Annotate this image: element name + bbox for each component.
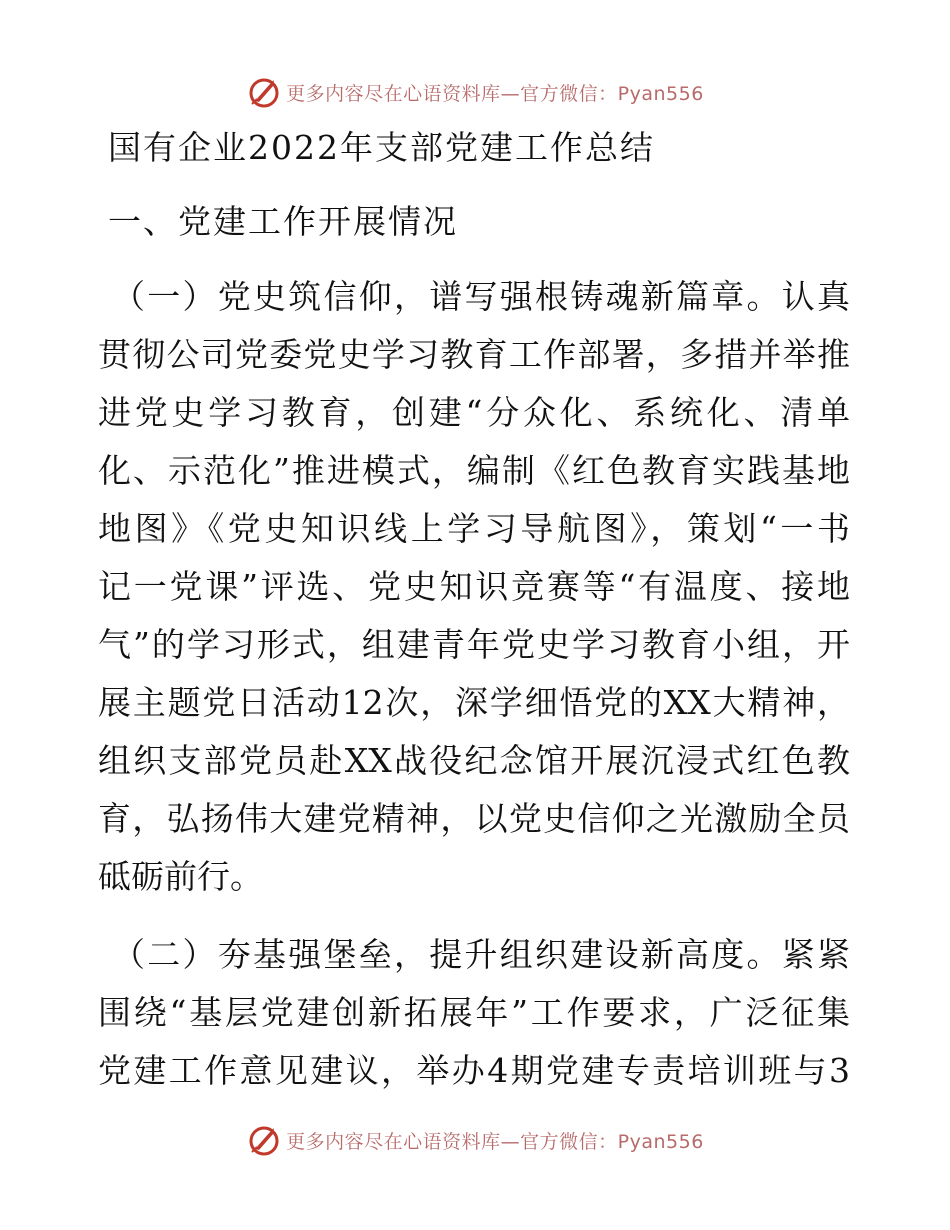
watermark-text: 更多内容尽在心语资料库—官方微信：Pyan556 [286, 1130, 704, 1153]
quill-pen-logo-icon [246, 1122, 282, 1158]
section-heading: 一、党建工作开展情况 [108, 202, 458, 241]
paragraph-line: 地图》《党史知识线上学习导航图》，策划“一书 [98, 509, 850, 548]
paragraph-line: 组织支部党员赴XX战役纪念馆开展沉浸式红色教 [98, 741, 850, 780]
paragraph-line: （二）夯基强堡垒，提升组织建设新高度。紧紧 [112, 935, 850, 974]
watermark-text: 更多内容尽在心语资料库—官方微信：Pyan556 [286, 82, 704, 105]
paragraph-line: 贯彻公司党委党史学习教育工作部署，多措并举推 [98, 335, 850, 374]
paragraph-line: 党建工作意见建议，举办4期党建专责培训班与3 [98, 1051, 850, 1090]
paragraph-line: 育，弘扬伟大建党精神，以党史信仰之光激励全员 [98, 799, 850, 838]
header-watermark [0, 72, 950, 112]
paragraph-line: 砥砺前行。 [98, 857, 263, 896]
paragraph-line: （一）党史筑信仰，谱写强根铸魂新篇章。认真 [112, 277, 850, 316]
paragraph-line: 气”的学习形式，组建青年党史学习教育小组，开 [98, 625, 850, 664]
footer-watermark [0, 1120, 950, 1160]
paragraph-line: 进党史学习教育，创建“分众化、系统化、清单 [98, 393, 850, 432]
paragraph-2 [98, 926, 850, 1100]
paragraph-1 [98, 268, 850, 906]
paragraph-line: 展主题党日活动12次，深学细悟党的XX大精神， [98, 683, 850, 722]
quill-pen-logo-icon [246, 74, 282, 110]
paragraph-line: 记一党课”评选、党史知识竞赛等“有温度、接地 [98, 567, 850, 606]
paragraph-line: 化、示范化”推进模式，编制《红色教育实践基地 [98, 451, 850, 490]
document-title: 国有企业2022年支部党建工作总结 [108, 128, 655, 167]
paragraph-line: 围绕“基层党建创新拓展年”工作要求，广泛征集 [98, 993, 850, 1032]
